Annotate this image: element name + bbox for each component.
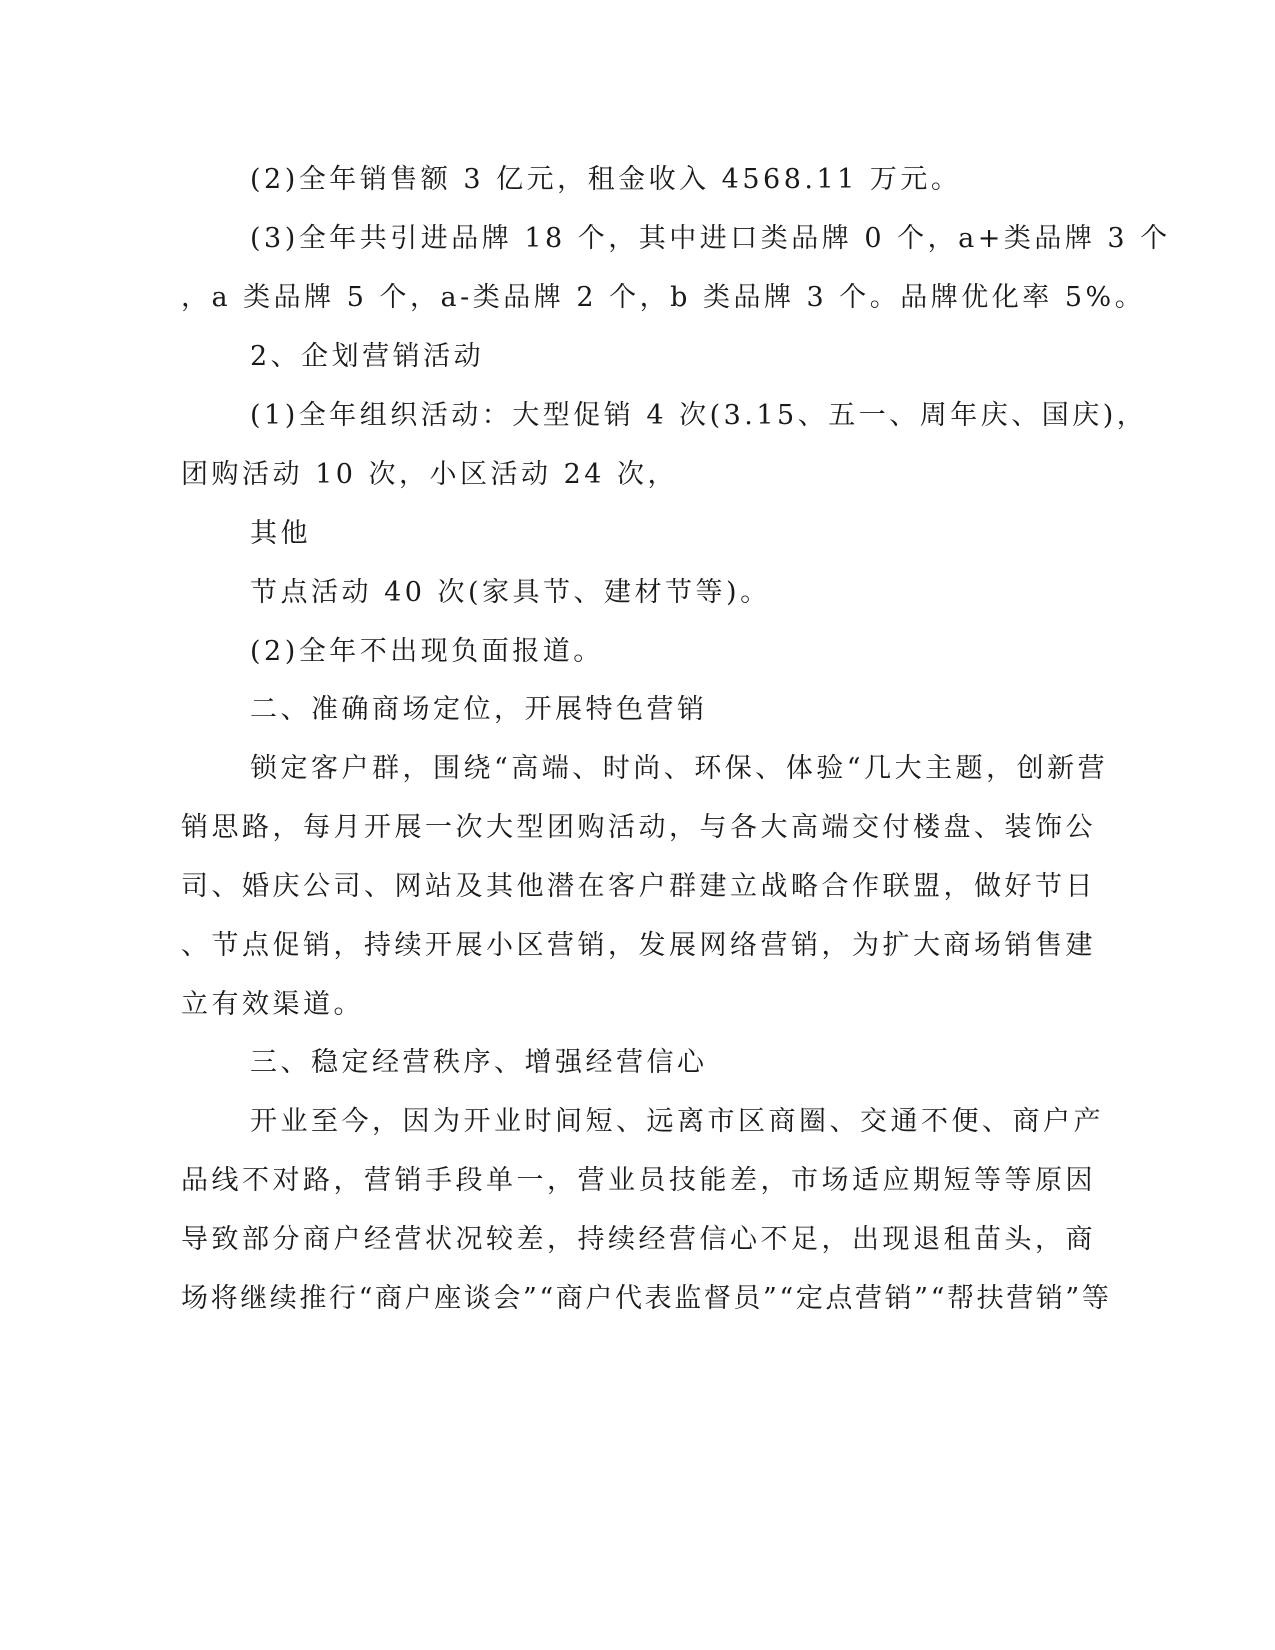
text-line: (2)全年不出现负面报道。 — [250, 636, 604, 667]
text-line: 品线不对路，营销手段单一，营业员技能差，市场适应期短等等原因 — [181, 1165, 1096, 1196]
text-line: 立有效渠道。 — [181, 989, 364, 1020]
text-line: 场将继续推行“商户座谈会”“商户代表监督员”“定点营销”“帮扶营销”等 — [181, 1283, 1112, 1314]
text-line: 开业至今，因为开业时间短、远离市区商圈、交通不便、商户产 — [250, 1106, 1104, 1137]
text-line: ，a 类品牌 5 个，a-类品牌 2 个，b 类品牌 3 个。品牌优化率 5%。 — [181, 282, 1146, 313]
text-line: 、节点促销，持续开展小区营销，发展网络营销，为扩大商场销售建 — [181, 930, 1096, 961]
text-line: 其他 — [250, 518, 311, 549]
text-line: (2)全年销售额 3 亿元，租金收入 4568.11 万元。 — [250, 164, 962, 195]
section-heading: 二、准确商场定位，开展特色营销 — [250, 694, 708, 725]
section-heading: 三、稳定经营秩序、增强经营信心 — [250, 1047, 708, 1078]
text-line: 司、婚庆公司、网站及其他潜在客户群建立战略合作联盟，做好节日 — [181, 871, 1096, 902]
section-heading: 2、企划营销活动 — [250, 341, 485, 372]
text-line: 锁定客户群，围绕“高端、时尚、环保、体验“几大主题，创新营 — [250, 753, 1109, 784]
text-line: 销思路，每月开展一次大型团购活动，与各大高端交付楼盘、装饰公 — [181, 812, 1096, 843]
text-line: (3)全年共引进品牌 18 个，其中进口类品牌 0 个，a+类品牌 3 个 — [250, 223, 1171, 254]
text-line: 导致部分商户经营状况较差，持续经营信心不足，出现退租苗头，商 — [181, 1224, 1096, 1255]
text-line: (1)全年组织活动：大型促销 4 次(3.15、五一、周年庆、国庆)， — [250, 400, 1148, 431]
text-line: 节点活动 40 次(家具节、建材节等)。 — [250, 577, 771, 608]
text-line: 团购活动 10 次，小区活动 24 次， — [181, 459, 679, 490]
